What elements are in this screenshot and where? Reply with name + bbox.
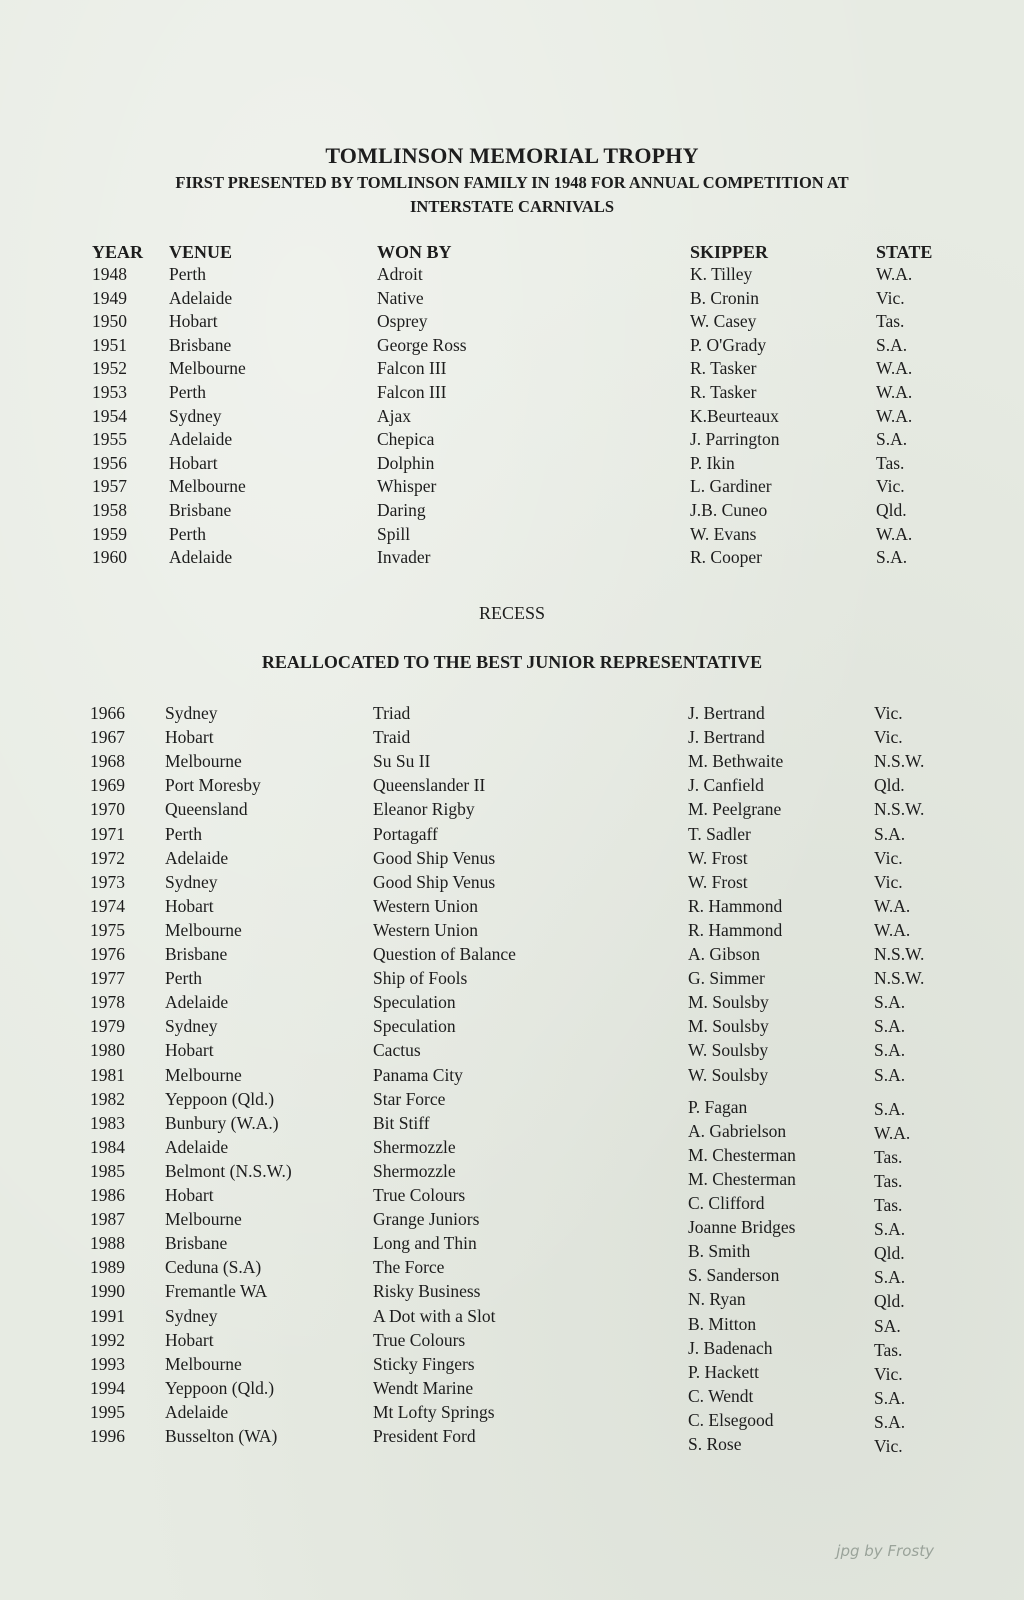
cell-won-by: Bit Stiff bbox=[373, 1112, 430, 1133]
cell-won-by: Daring bbox=[377, 500, 426, 520]
cell-skipper: J. Bertrand bbox=[688, 703, 765, 723]
table-row bbox=[0, 288, 1024, 312]
cell-won-by: Cactus bbox=[373, 1040, 421, 1061]
cell-skipper: B. Mitton bbox=[688, 1313, 757, 1334]
cell-venue: Adelaide bbox=[165, 992, 229, 1013]
cell-year: 1949 bbox=[92, 287, 127, 308]
cell-state: N.S.W. bbox=[874, 944, 925, 964]
cell-year: 1979 bbox=[90, 1016, 125, 1037]
cell-venue: Fremantle WA bbox=[165, 1281, 268, 1302]
cell-state: Vic. bbox=[874, 727, 903, 748]
cell-venue: Yeppoon (Qld.) bbox=[165, 1088, 275, 1109]
cell-won-by: Panama City bbox=[373, 1064, 463, 1085]
cell-won-by: Spill bbox=[377, 523, 411, 544]
cell-state: Qld. bbox=[876, 500, 907, 520]
cell-skipper: J.B. Cuneo bbox=[690, 500, 768, 520]
cell-year: 1975 bbox=[90, 919, 125, 940]
table-row bbox=[0, 1160, 1024, 1191]
table-row bbox=[0, 1016, 1024, 1040]
cell-skipper: L. Gardiner bbox=[690, 476, 772, 497]
cell-year: 1972 bbox=[90, 847, 125, 868]
cell-won-by: Western Union bbox=[373, 895, 479, 916]
cell-year: 1955 bbox=[92, 429, 127, 450]
cell-state: S.A. bbox=[874, 823, 906, 844]
cell-state: Tas. bbox=[876, 311, 905, 332]
cell-venue: Hobart bbox=[165, 1185, 214, 1205]
cell-won-by: Su Su II bbox=[373, 751, 431, 772]
cell-year: 1953 bbox=[92, 382, 127, 402]
cell-won-by: Long and Thin bbox=[373, 1233, 477, 1254]
cell-won-by: Falcon III bbox=[377, 382, 447, 402]
cell-venue: Melbourne bbox=[165, 1353, 242, 1374]
cell-venue: Perth bbox=[169, 382, 206, 402]
cell-year: 1982 bbox=[90, 1088, 125, 1109]
cell-venue: Ceduna (S.A) bbox=[165, 1257, 262, 1278]
cell-state: W.A. bbox=[876, 358, 913, 379]
cell-skipper: R. Tasker bbox=[690, 358, 757, 379]
cell-state: W.A. bbox=[876, 405, 913, 426]
table-row bbox=[0, 1209, 1024, 1240]
cell-state: Vic. bbox=[874, 1363, 903, 1384]
cell-skipper: P. Ikin bbox=[690, 452, 735, 473]
table-row bbox=[0, 311, 1024, 335]
cell-venue: Perth bbox=[169, 523, 206, 544]
page-title: TOMLINSON MEMORIAL TROPHY bbox=[325, 143, 699, 168]
table-row bbox=[0, 751, 1024, 775]
cell-skipper: J. Badenach bbox=[688, 1337, 773, 1358]
cell-skipper: C. Clifford bbox=[688, 1193, 765, 1213]
table-row bbox=[0, 920, 1024, 944]
cell-won-by: Ajax bbox=[377, 405, 412, 426]
cell-venue: Brisbane bbox=[165, 944, 228, 964]
cell-won-by: Mt Lofty Springs bbox=[373, 1401, 495, 1422]
cell-won-by: Shermozzle bbox=[373, 1136, 456, 1157]
cell-skipper: K.Beurteaux bbox=[690, 405, 779, 426]
cell-year: 1948 bbox=[92, 264, 127, 284]
cell-state: W.A. bbox=[876, 523, 913, 544]
table-row bbox=[0, 944, 1024, 968]
cell-year: 1973 bbox=[90, 871, 125, 892]
cell-skipper: N. Ryan bbox=[688, 1289, 746, 1310]
cell-venue: Hobart bbox=[165, 1329, 214, 1350]
cell-year: 1980 bbox=[90, 1040, 125, 1061]
cell-venue: Bunbury (W.A.) bbox=[165, 1112, 279, 1133]
cell-year: 1957 bbox=[92, 476, 127, 497]
cell-skipper: P. Fagan bbox=[688, 1096, 748, 1117]
cell-won-by: Shermozzle bbox=[373, 1160, 456, 1181]
cell-venue: Sydney bbox=[165, 871, 218, 892]
cell-year: 1983 bbox=[90, 1112, 125, 1133]
table-row bbox=[0, 1281, 1024, 1312]
cell-skipper: B. Cronin bbox=[690, 287, 760, 308]
cell-won-by: Speculation bbox=[373, 1016, 456, 1037]
cell-year: 1971 bbox=[90, 823, 125, 844]
cell-venue: Brisbane bbox=[169, 500, 232, 520]
cell-year: 1976 bbox=[90, 944, 125, 964]
cell-year: 1989 bbox=[90, 1257, 125, 1278]
table-row bbox=[0, 848, 1024, 872]
cell-venue: Melbourne bbox=[165, 1209, 242, 1230]
cell-year: 1981 bbox=[90, 1064, 125, 1085]
cell-skipper: S. Sanderson bbox=[688, 1265, 780, 1286]
cell-won-by: Star Force bbox=[373, 1088, 446, 1109]
cell-state: S.A. bbox=[876, 334, 908, 355]
cell-won-by: True Colours bbox=[373, 1185, 466, 1205]
table-row bbox=[0, 1377, 1024, 1408]
cell-skipper: M. Soulsby bbox=[688, 992, 769, 1013]
table-row bbox=[0, 799, 1024, 823]
cell-venue: Adelaide bbox=[165, 1401, 229, 1422]
table-row bbox=[0, 703, 1024, 727]
cell-skipper: W. Frost bbox=[688, 871, 748, 892]
cell-venue: Hobart bbox=[165, 727, 214, 748]
cell-year: 1978 bbox=[90, 992, 125, 1013]
cell-venue: Port Moresby bbox=[165, 775, 261, 796]
cell-skipper: P. O'Grady bbox=[690, 334, 767, 355]
table-row bbox=[0, 775, 1024, 799]
cell-venue: Brisbane bbox=[165, 1233, 228, 1254]
cell-won-by: The Force bbox=[373, 1257, 445, 1278]
cell-state: Tas. bbox=[876, 452, 905, 473]
cell-state: Qld. bbox=[874, 1243, 905, 1264]
cell-skipper: C. Wendt bbox=[688, 1385, 754, 1406]
table-row bbox=[0, 1065, 1024, 1089]
cell-venue: Belmont (N.S.W.) bbox=[165, 1160, 292, 1181]
cell-year: 1956 bbox=[92, 452, 127, 473]
cell-state: S.A. bbox=[876, 547, 908, 568]
table-row bbox=[0, 1329, 1024, 1360]
cell-skipper: Joanne Bridges bbox=[688, 1217, 796, 1238]
table-row bbox=[0, 1136, 1024, 1167]
cell-skipper: W. Soulsby bbox=[688, 1064, 769, 1085]
cell-year: 1985 bbox=[90, 1160, 125, 1181]
cell-skipper: G. Simmer bbox=[688, 968, 765, 989]
cell-venue: Sydney bbox=[165, 1016, 218, 1037]
cell-state: S.A. bbox=[874, 1387, 906, 1408]
cell-year: 1984 bbox=[90, 1136, 125, 1157]
cell-won-by: Ship of Fools bbox=[373, 968, 468, 989]
header-skipper: SKIPPER bbox=[690, 242, 769, 262]
header-year: YEAR bbox=[92, 242, 144, 262]
cell-venue: Perth bbox=[165, 823, 202, 844]
cell-state: S.A. bbox=[874, 1267, 906, 1288]
table-row bbox=[0, 1088, 1024, 1119]
table-row bbox=[0, 429, 1024, 453]
cell-year: 1952 bbox=[92, 358, 127, 379]
cell-year: 1996 bbox=[90, 1426, 125, 1446]
cell-won-by: Portagaff bbox=[373, 823, 438, 844]
cell-won-by: Question of Balance bbox=[373, 944, 516, 964]
cell-won-by: A Dot with a Slot bbox=[373, 1305, 496, 1326]
cell-venue: Perth bbox=[169, 264, 206, 284]
cell-skipper: R. Hammond bbox=[688, 919, 783, 940]
cell-skipper: M. Peelgrane bbox=[688, 799, 782, 820]
cell-skipper: A. Gibson bbox=[688, 944, 760, 964]
cell-skipper: R. Tasker bbox=[690, 382, 757, 402]
cell-state: Tas. bbox=[874, 1170, 903, 1191]
cell-venue: Sydney bbox=[165, 1305, 218, 1326]
cell-state: S.A. bbox=[874, 1064, 906, 1085]
watermark: jpg by Frosty bbox=[836, 1542, 934, 1560]
table-row bbox=[0, 1401, 1024, 1432]
cell-state: N.S.W. bbox=[874, 799, 925, 820]
cell-venue: Hobart bbox=[169, 452, 218, 473]
cell-venue: Adelaide bbox=[169, 547, 233, 568]
cell-year: 1988 bbox=[90, 1233, 125, 1254]
cell-venue: Busselton (WA) bbox=[165, 1426, 278, 1446]
cell-state: S.A. bbox=[874, 1016, 906, 1037]
cell-year: 1995 bbox=[90, 1401, 125, 1422]
table-row bbox=[0, 476, 1024, 500]
cell-year: 1970 bbox=[90, 799, 125, 820]
cell-skipper: C. Elsegood bbox=[688, 1409, 774, 1430]
cell-state: Vic. bbox=[876, 287, 905, 308]
cell-venue: Sydney bbox=[169, 405, 222, 426]
cell-state: Vic. bbox=[874, 703, 903, 723]
reallocated-heading: REALLOCATED TO THE BEST JUNIOR REPRESENTATIVE bbox=[261, 652, 763, 672]
table-row bbox=[0, 1353, 1024, 1384]
cell-skipper: P. Hackett bbox=[688, 1361, 759, 1382]
cell-won-by: Good Ship Venus bbox=[373, 847, 496, 868]
cell-state: SA. bbox=[874, 1315, 901, 1336]
cell-skipper: M. Chesterman bbox=[688, 1168, 796, 1189]
cell-skipper: J. Parrington bbox=[690, 429, 780, 450]
cell-skipper: K. Tilley bbox=[690, 264, 753, 284]
cell-skipper: A. Gabrielson bbox=[688, 1120, 787, 1141]
cell-skipper: M. Chesterman bbox=[688, 1144, 796, 1165]
table-row bbox=[0, 335, 1024, 359]
cell-year: 1954 bbox=[92, 405, 127, 426]
table-row bbox=[0, 453, 1024, 477]
table-header bbox=[0, 242, 1024, 266]
cell-year: 1969 bbox=[90, 775, 125, 796]
cell-won-by: Dolphin bbox=[377, 452, 435, 473]
table-row bbox=[0, 500, 1024, 524]
cell-state: Tas. bbox=[874, 1339, 903, 1360]
cell-state: N.S.W. bbox=[874, 968, 925, 989]
cell-year: 1987 bbox=[90, 1209, 125, 1230]
cell-year: 1990 bbox=[90, 1281, 125, 1302]
cell-won-by: Native bbox=[377, 287, 424, 308]
cell-state: Qld. bbox=[874, 1291, 905, 1312]
cell-year: 1959 bbox=[92, 523, 127, 544]
cell-year: 1992 bbox=[90, 1329, 125, 1350]
cell-state: N.S.W. bbox=[874, 751, 925, 772]
cell-won-by: Adroit bbox=[377, 264, 423, 284]
cell-state: W.A. bbox=[874, 919, 911, 940]
cell-skipper: B. Smith bbox=[688, 1241, 751, 1262]
table-row bbox=[0, 1257, 1024, 1288]
cell-skipper: W. Evans bbox=[690, 523, 757, 544]
cell-skipper: J. Bertrand bbox=[688, 727, 765, 748]
cell-venue: Melbourne bbox=[169, 358, 246, 379]
table-row bbox=[0, 382, 1024, 406]
cell-year: 1993 bbox=[90, 1353, 125, 1374]
cell-won-by: Sticky Fingers bbox=[373, 1353, 475, 1374]
table-row bbox=[0, 727, 1024, 751]
cell-won-by: True Colours bbox=[373, 1329, 466, 1350]
cell-state: S.A. bbox=[874, 1411, 906, 1432]
cell-state: Tas. bbox=[874, 1146, 903, 1167]
cell-skipper: R. Hammond bbox=[688, 895, 783, 916]
cell-state: Vic. bbox=[874, 871, 903, 892]
table-row bbox=[0, 992, 1024, 1016]
cell-state: W.A. bbox=[876, 264, 913, 284]
cell-state: W.A. bbox=[874, 895, 911, 916]
table-row bbox=[0, 896, 1024, 920]
table-row bbox=[0, 358, 1024, 382]
cell-won-by: Queenslander II bbox=[373, 775, 486, 796]
cell-skipper: W. Soulsby bbox=[688, 1040, 769, 1061]
page-subtitle: FIRST PRESENTED BY TOMLINSON FAMILY IN 1948 FOR ANNUAL COMPETITION AT INTERSTATE CARNIVALS bbox=[175, 173, 849, 216]
cell-won-by: George Ross bbox=[377, 334, 467, 355]
cell-won-by: Speculation bbox=[373, 992, 456, 1013]
cell-won-by: Falcon III bbox=[377, 358, 447, 379]
cell-won-by: Whisper bbox=[377, 476, 437, 497]
cell-venue: Melbourne bbox=[165, 1064, 242, 1085]
recess-label: RECESS bbox=[478, 603, 546, 623]
cell-venue: Melbourne bbox=[165, 919, 242, 940]
cell-year: 1967 bbox=[90, 727, 125, 748]
cell-won-by: Wendt Marine bbox=[373, 1377, 474, 1398]
table-row bbox=[0, 1185, 1024, 1215]
cell-venue: Hobart bbox=[169, 311, 218, 332]
cell-state: S.A. bbox=[874, 992, 906, 1013]
table-row bbox=[0, 1426, 1024, 1456]
header-venue: VENUE bbox=[169, 242, 233, 262]
cell-state: S.A. bbox=[876, 429, 908, 450]
cell-venue: Brisbane bbox=[169, 334, 232, 355]
cell-venue: Sydney bbox=[165, 703, 218, 723]
cell-state: Vic. bbox=[874, 847, 903, 868]
cell-year: 1977 bbox=[90, 968, 125, 989]
cell-won-by: Grange Juniors bbox=[373, 1209, 480, 1230]
header-won-by: WON BY bbox=[377, 242, 452, 262]
cell-state: S.A. bbox=[874, 1098, 906, 1119]
cell-year: 1958 bbox=[92, 500, 127, 520]
table-row bbox=[0, 1305, 1024, 1336]
cell-skipper: M. Soulsby bbox=[688, 1016, 769, 1037]
cell-venue: Melbourne bbox=[169, 476, 246, 497]
table-row bbox=[0, 872, 1024, 896]
cell-venue: Adelaide bbox=[169, 287, 233, 308]
cell-skipper: M. Bethwaite bbox=[688, 751, 784, 772]
cell-won-by: Chepica bbox=[377, 429, 435, 450]
cell-state: S.A. bbox=[874, 1219, 906, 1240]
cell-won-by: Invader bbox=[377, 547, 431, 568]
cell-state: W.A. bbox=[874, 1122, 911, 1143]
cell-venue: Yeppoon (Qld.) bbox=[165, 1377, 275, 1398]
table-row bbox=[0, 824, 1024, 848]
cell-state: S.A. bbox=[874, 1040, 906, 1061]
cell-skipper: W. Frost bbox=[688, 847, 748, 868]
cell-year: 1994 bbox=[90, 1377, 125, 1398]
cell-won-by: Risky Business bbox=[373, 1281, 481, 1302]
table-row bbox=[0, 1040, 1024, 1064]
cell-state: Tas. bbox=[874, 1195, 903, 1215]
cell-won-by: President Ford bbox=[373, 1426, 476, 1446]
table-row bbox=[0, 1233, 1024, 1264]
cell-venue: Adelaide bbox=[165, 847, 229, 868]
cell-skipper: W. Casey bbox=[690, 311, 757, 332]
cell-skipper: S. Rose bbox=[688, 1434, 742, 1454]
cell-year: 1974 bbox=[90, 895, 125, 916]
table-row bbox=[0, 968, 1024, 992]
cell-skipper: T. Sadler bbox=[688, 823, 751, 844]
cell-state: Qld. bbox=[874, 775, 905, 796]
cell-won-by: Western Union bbox=[373, 919, 479, 940]
table-row bbox=[0, 406, 1024, 430]
cell-state: Vic. bbox=[874, 1436, 903, 1456]
cell-won-by: Good Ship Venus bbox=[373, 871, 496, 892]
cell-skipper: J. Canfield bbox=[688, 775, 764, 796]
cell-year: 1950 bbox=[92, 311, 127, 332]
table-row bbox=[0, 1112, 1024, 1143]
table-row bbox=[0, 264, 1024, 288]
cell-venue: Hobart bbox=[165, 895, 214, 916]
cell-venue: Perth bbox=[165, 968, 202, 989]
cell-year: 1960 bbox=[92, 547, 127, 568]
cell-won-by: Eleanor Rigby bbox=[373, 799, 475, 820]
cell-state: Vic. bbox=[876, 476, 905, 497]
cell-venue: Queensland bbox=[165, 799, 248, 820]
cell-venue: Melbourne bbox=[165, 751, 242, 772]
cell-year: 1968 bbox=[90, 751, 125, 772]
cell-year: 1991 bbox=[90, 1305, 125, 1326]
cell-won-by: Traid bbox=[373, 727, 411, 748]
cell-venue: Adelaide bbox=[169, 429, 233, 450]
header-state: STATE bbox=[876, 242, 933, 262]
cell-won-by: Triad bbox=[373, 703, 411, 723]
cell-year: 1951 bbox=[92, 334, 127, 355]
table-row bbox=[0, 547, 1024, 571]
cell-skipper: R. Cooper bbox=[690, 547, 762, 568]
cell-venue: Adelaide bbox=[165, 1136, 229, 1157]
cell-won-by: Osprey bbox=[377, 311, 428, 332]
cell-year: 1986 bbox=[90, 1185, 125, 1205]
cell-year: 1966 bbox=[90, 703, 125, 723]
cell-state: W.A. bbox=[876, 382, 913, 402]
cell-venue: Hobart bbox=[165, 1040, 214, 1061]
table-row bbox=[0, 524, 1024, 548]
